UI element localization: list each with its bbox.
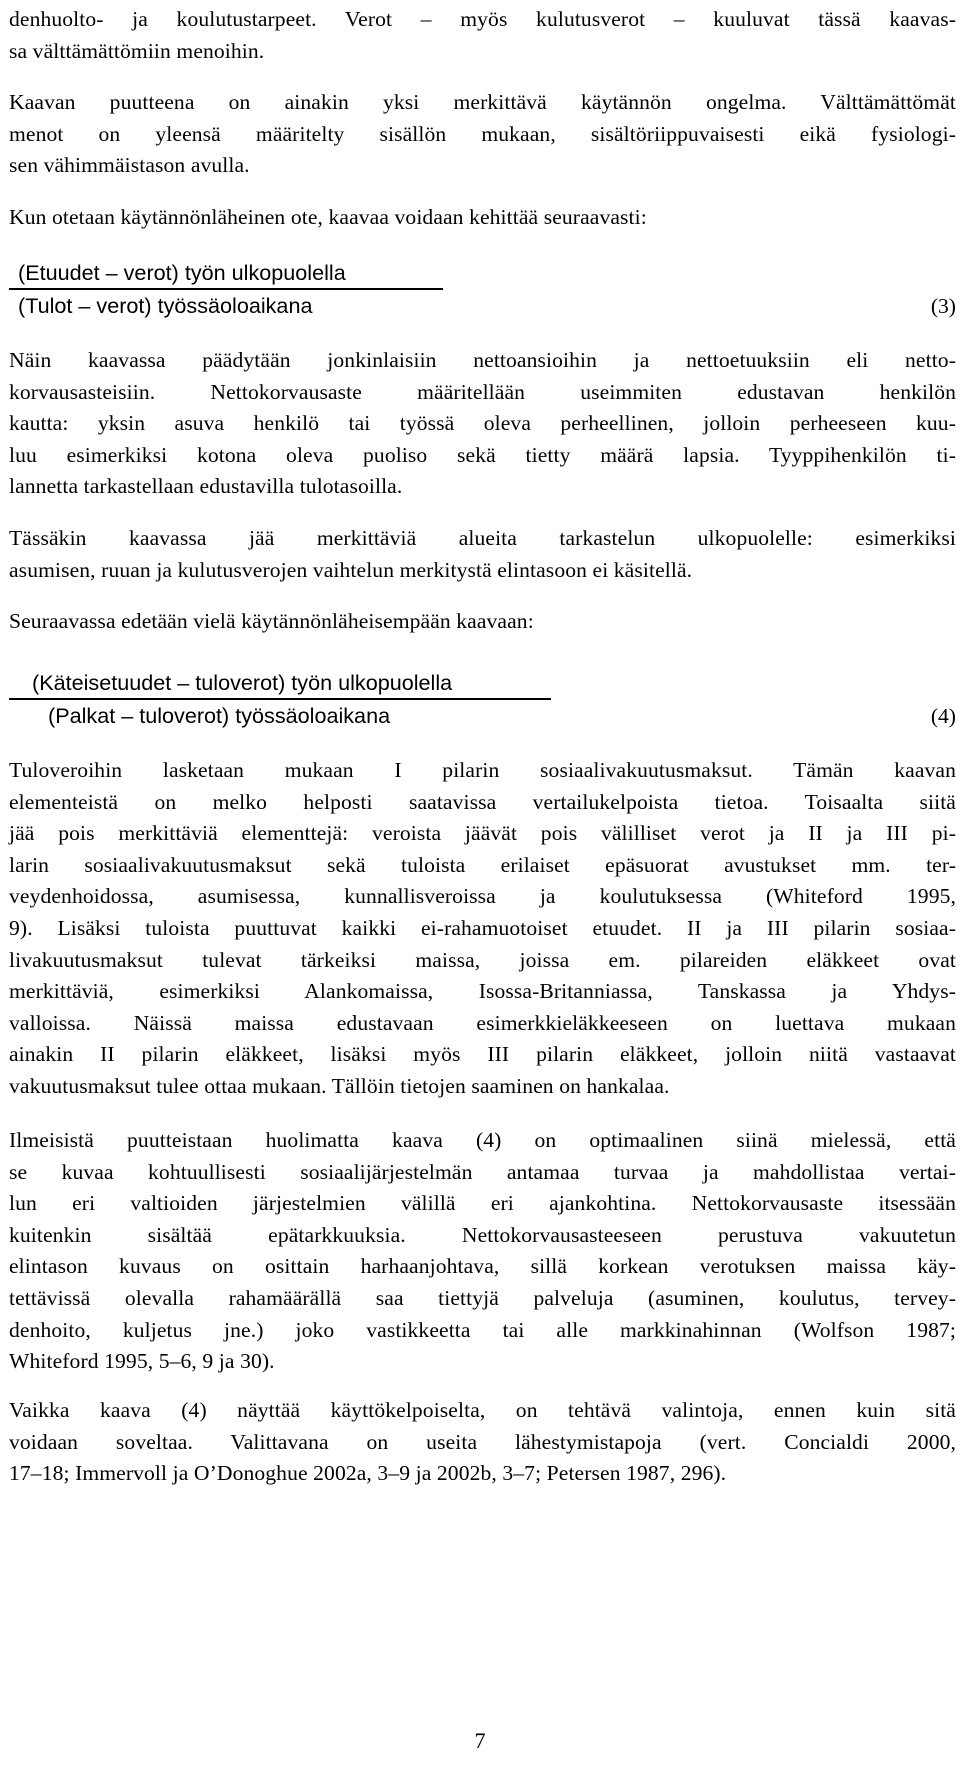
text-line: Tuloveroihin lasketaan mukaan I pilarin sosiaalivakuutusmaksut. Tämän kaavan (9, 758, 956, 782)
paragraph-8 (9, 1125, 956, 1378)
text-line: denhoito, kuljetus jne.) joko vastikkeetta tai alle markkinahinnan (Wolfson 1987; (9, 1317, 956, 1342)
paragraph-6 (9, 606, 956, 638)
text-line: Kaavan puutteena on ainakin yksi merkittävä käytännön ongelma. Välttämättömät (9, 90, 956, 114)
text-line: voidaan soveltaa. Valittavana on useita lähestymistapoja (vert. Concialdi 2000, (9, 1429, 956, 1454)
text-line: korvausasteisiin. Nettokorvausaste määritellään useimmiten edustavan henkilön (9, 379, 956, 404)
text-line: elintason kuvaus on osittain harhaanjohtava, sillä korkean verotuksen maissa käy- (9, 1254, 956, 1279)
text-line: sen vähimmäistason avulla. (9, 153, 250, 178)
text-line: Näin kaavassa päädytään jonkinlaisiin nettoansioihin ja nettoetuuksiin eli netto- (9, 348, 956, 372)
text-line: tettävissä olevalla rahamäärällä saa tiettyjä palveluja (asuminen, koulutus, tervey- (9, 1285, 956, 1310)
formula-4-numerator: (Käteisetuudet – tuloverot) työn ulkopuolella (32, 670, 453, 695)
text-line: larin sosiaalivakuutusmaksut sekä tuloista erilaiset epäsuorat avustukset mm. ter- (9, 852, 956, 877)
text-line: jää pois merkittäviä elementtejä: veroista jäävät pois välilliset verot ja II ja III pi- (9, 821, 956, 846)
page-number: 7 (474, 1728, 486, 1753)
paragraph-3 (9, 202, 956, 234)
fraction-bar (9, 288, 443, 290)
text-line: luu esimerkiksi kotona oleva puoliso sekä tietty määrä lapsia. Tyyppihenkilön ti- (9, 442, 956, 467)
paragraph-7 (9, 755, 956, 1103)
formula-4 (9, 668, 956, 732)
text-line: kautta: yksin asuva henkilö tai työssä oleva perheellinen, jolloin perheeseen kuu- (9, 411, 956, 436)
text-line: merkittäviä, esimerkiksi Alankomaissa, Isossa-Britanniassa, Tanskassa ja Yhdys- (9, 979, 956, 1004)
formula-3-numerator: (Etuudet – verot) työn ulkopuolella (18, 260, 346, 285)
fraction-bar (9, 698, 551, 700)
text-line: lun eri valtioiden järjestelmien välillä eri ajankohtina. Nettokorvausaste itsessään (9, 1191, 956, 1216)
text-line: Seuraavassa edetään vielä käytännönläheisempään kaavaan: (9, 609, 534, 633)
text-line: se kuvaa kohtuullisesti sosiaalijärjestelmän antamaa turvaa ja mahdollistaa vertai- (9, 1159, 956, 1184)
equation-number-3: (3) (930, 294, 956, 318)
text-line: Vaikka kaava (4) näyttää käyttökelpoiselta, on tehtävä valintoja, ennen kuin sitä (9, 1398, 956, 1422)
paragraph-2 (9, 87, 956, 182)
equation-number-4: (4) (930, 704, 956, 728)
text-line: ainakin II pilarin eläkkeet, lisäksi myös III pilarin eläkkeet, jolloin niitä vastaavat (9, 1042, 956, 1067)
paragraph-5 (9, 523, 956, 586)
paragraph-1 (9, 4, 956, 67)
text-line: Kun otetaan käytännönläheinen ote, kaavaa voidaan kehittää seuraavasti: (9, 205, 647, 229)
text-line: denhuolto- ja koulutustarpeet. Verot – myös kulutusverot – kuuluvat tässä kaavas- (9, 7, 956, 31)
text-line: asumisen, ruuan ja kulutusverojen vaihtelun merkitystä elintasoon ei käsitellä. (9, 557, 693, 582)
text-line: vakuutusmaksut tulee ottaa mukaan. Tällöin tietojen saaminen on hankalaa. (9, 1073, 670, 1098)
formula-3 (9, 258, 956, 322)
text-line: sa välttämättömiin menoihin. (9, 38, 265, 63)
text-line: livakuutusmaksut tulevat tärkeiksi maissa, joissa em. pilareiden eläkkeet ovat (9, 947, 956, 972)
text-line: 9). Lisäksi tuloista puuttuvat kaikki ei-rahamuotoiset etuudet. II ja III pilarin sosiaa- (9, 915, 956, 940)
formula-4-denominator: (Palkat – tuloverot) työssäoloaikana (48, 703, 391, 728)
text-line: valloissa. Näissä maissa edustavaan esimerkkieläkkeeseen on luettava mukaan (9, 1010, 956, 1035)
paragraph-4 (9, 345, 956, 503)
text-line: Tässäkin kaavassa jää merkittäviä alueita tarkastelun ulkopuolelle: esimerkiksi (9, 526, 956, 550)
text-line: menot on yleensä määritelty sisällön mukaan, sisältöriippuvaisesti eikä fysiologi- (9, 121, 956, 146)
text-line: 17–18; Immervoll ja O’Donoghue 2002a, 3–9 ja 2002b, 3–7; Petersen 1987, 296). (9, 1461, 727, 1486)
text-line: lannetta tarkastellaan edustavilla tulotasoilla. (9, 474, 403, 499)
formula-3-denominator: (Tulot – verot) työssäoloaikana (18, 293, 313, 318)
text-line: elementeistä on melko helposti saatavissa vertailukelpoista tietoa. Toisaalta siitä (9, 789, 956, 814)
text-line: kuitenkin sisältää epätarkkuuksia. Nettokorvausasteeseen perustuva vakuutetun (9, 1222, 956, 1247)
text-line: veydenhoidossa, asumisessa, kunnallisveroissa ja koulutuksessa (Whiteford 1995, (9, 884, 956, 909)
text-line: Ilmeisistä puutteistaan huolimatta kaava (4) on optimaalinen siinä mielessä, että (9, 1128, 956, 1152)
text-line: Whiteford 1995, 5–6, 9 ja 30). (9, 1349, 275, 1374)
paragraph-9 (9, 1395, 956, 1490)
